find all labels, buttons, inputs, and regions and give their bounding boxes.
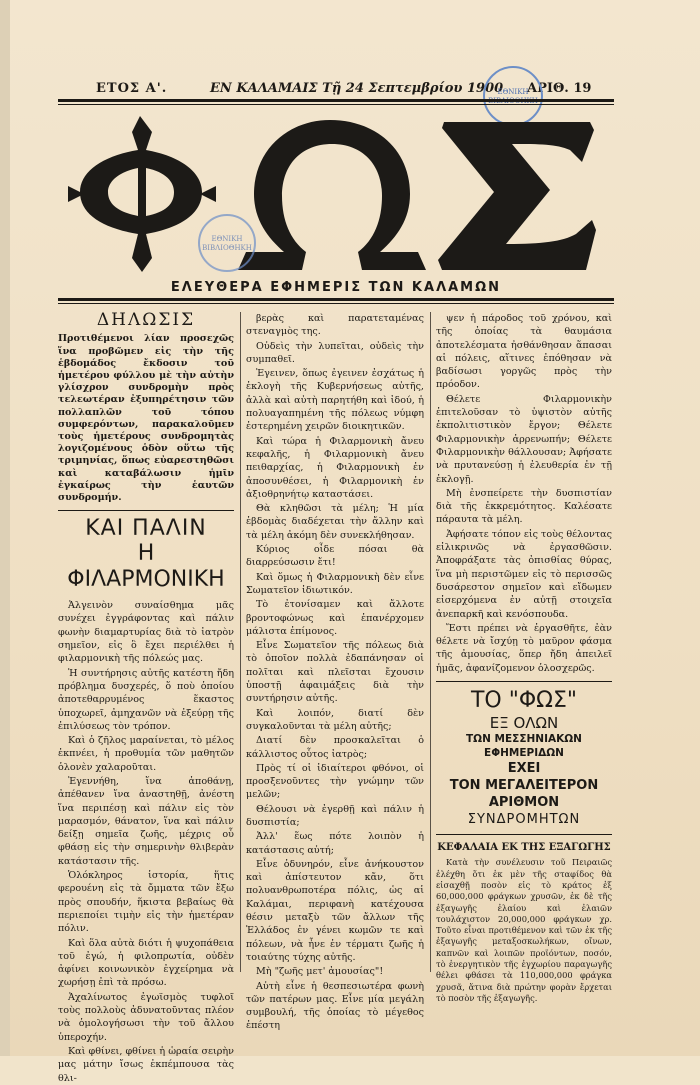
- column-1: [58, 310, 234, 1084]
- ad-line-3: ΤΩΝ ΜΕΣΣΗΝΙΑΚΩΝ ΕΦΗΜΕΡΙΔΩΝ: [466, 733, 582, 760]
- column-divider-2: [430, 312, 431, 972]
- paragraph: Ἀχαλίνωτος ἐγωϊσμὸς τυφλοῖ τοὺς πολλοὺς ἀδυνατοῦντας πλέον νὰ ὁμολογήσωσι τὴν τοῦ ἄλλου ὑπεροχήν.: [58, 991, 234, 1043]
- column-2: [246, 312, 424, 1032]
- notice-text: Προτιθέμενοι λίαν προσεχῶς ἵνα προβῶμεν εἰς τὴν τῆς ἑβδομάδος ἔκδοσιν τοῦ ἡμετέρου φύλλου μὲ τὴν αὐτὴν γλίσχρον συνδρομὴν πρὸς τελεωτέραν ἐξυπηρέτησιν τῶν πολλαπλῶν τοῦ τόπου συμφερόντων, παρακαλοῦμεν τοὺς ἡμετέρους συνδρομητὰς λογιζομένους ὁδὸν οὕτω τῆς τριμηνίας, ὅπως εὐαρεστηθῶσι καὶ καταβάλωσιν ἡμῖν ἐγκαίρως τὴν ἑαυτῶν συνδρομήν.: [58, 333, 234, 503]
- masthead-rule-top-thin: [58, 104, 614, 105]
- ad-line-6: ΣΥΝΔΡΟΜΗΤΩΝ: [467, 812, 581, 828]
- paragraph: Διατί δὲν προσκαλεῖται ὁ κάλλιστος οὗτος ἰατρὸς;: [246, 735, 424, 760]
- paragraph: Μὴ ἐνσπείρετε τὴν δυσπιστίαν διὰ τῆς ἐκκρεμότητος. Καλέσατε πάραυτα τὰ μέλη.: [436, 487, 612, 526]
- paragraph: Καὶ ὅμως ἡ Φιλαρμονικὴ δὲν εἶνε Σωματεῖον ἰδιωτικόν.: [246, 571, 424, 596]
- title-glyphs: [62, 110, 612, 275]
- ad-line-2: ΕΞ ΟΛΩΝ: [489, 714, 559, 733]
- paragraph: Αὐτὴ εἶνε ἡ θεσπεσιωτέρα φωνὴ τῶν πατέρων μας. Εἶνε μία μεγάλη συμβουλή, τῆς ὁποίας τὸ μέγεθος ἐπέστη: [246, 980, 424, 1032]
- masthead-rule-bottom: [58, 298, 614, 301]
- section-body: Κατὰ τὴν συνέλευσιν τοῦ Πειραιῶς ἐλέχθη ὅτι ἐκ μὲν τῆς σταφίδος θὰ εἰσαχθῇ ποσὸν εἰς τὸ κράτος ἐξ 60,000,000 φράγκων χρυσῶν, ἐκ δὲ τῆς ἐξαγωγῆς ἐλαίου καὶ ἐλαιῶν τουλάχιστον 20,000,000 φράγκων χρ. Τοῦτο εἶναι προτιθέμενον καὶ τῶν ἐκ τῆς ἐξαγωγῆς μεταξοσκωλήκων, οἴνων, καπνῶν καὶ λοιπῶν προϊόντων, ποσόν, τὸ ἐνεργητικὸν τῆς ἐγχωρίου παραγωγῆς θέλει φθάσει τὰ 110,000,000 φράγκα χρυσᾶ, ἅτινα διὰ πρώτην φορὰν ἔρχεται τὸ ποσὸν τῆς ἐξαγωγῆς.: [436, 857, 612, 1003]
- paragraph: Ἀλλ' ἕως πότε λοιπὸν ἡ κατάστασις αὐτή;: [246, 831, 424, 856]
- paragraph: Ἐγεινεν, ὅπως ἐγεινεν ἐσχάτως ἡ ἐκλογὴ τῆς Κυβερνήσεως αὐτῆς, ἀλλὰ καὶ αὐτὴ παρητήθη καὶ ἰδού, ἡ πολυαγαπημένη τῆς πόλεως νύμφη ἐστερημένη χειρῶν διοικητικῶν.: [246, 368, 424, 433]
- article-headline-1: ΚΑΙ ΠΑΛΙΝ: [85, 516, 207, 542]
- paragraph: Καὶ ὅλα αὐτὰ διότι ἡ ψυχοπάθεια τοῦ ἐγώ, ἡ φιλοπρωτία, οὐδὲν ἀφίνει κοινωνικὸν ἐγχείρημα νὰ χωρήσῃ ἐπὶ τὰ πρόσω.: [58, 937, 234, 989]
- library-stamp-top: ΕΘΝΙΚΗ: [483, 66, 543, 126]
- paragraph: Οὐδεὶς τὴν λυπεῖται, οὐδεὶς τὴν συμπαθεῖ.: [246, 340, 424, 365]
- date-label: ΕΝ ΚΑΛΑΜΑΙΣ Τῇ 24 Σεπτεμβρίου 1900: [210, 81, 504, 96]
- section-divider: [58, 510, 234, 511]
- section-heading: ΚΕΦΑΛΑΙΑ ΕΚ ΤΗΣ ΕΞΑΓΩΓΗΣ: [437, 842, 611, 854]
- ad-divider-top: [436, 681, 612, 682]
- paragraph: Τὸ ἐτονίσαμεν καὶ ἄλλοτε βροντοφώνως καὶ ἐπανέρχομεν μάλιστα ἐπίμονος.: [246, 599, 424, 637]
- paragraph: Καὶ λοιπόν, διατί δὲν συγκαλοῦνται τὰ μέλη αὐτῆς;: [246, 707, 424, 732]
- title-letter-sigma: [438, 122, 596, 270]
- column-divider-1: [240, 312, 241, 972]
- paragraph: Εἶνε Σωματεῖον τῆς πόλεως διὰ τὸ ὁποῖον πολλὰ ἐδαπάνησαν οἱ πολῖται καὶ πλεῖσται ἔχουσιν ὑποστῇ ἀφαιμάξεις διὰ τὴν συντήρησιν αὐτῆς.: [246, 640, 424, 705]
- article-body-2: [246, 312, 424, 1033]
- paragraph: Ὁλόκληρος ἱστορία, ἥτις φερουένη εἰς τὰ ὄμματα τῶν ἔξω πρὸς σπουδήν, ἥκιστα βεβαίως θὰ περιεποίει τιμὴν εἰς τὴν ἡμετέραν πόλιν.: [58, 870, 234, 935]
- paragraph: Ἀφήσατε τόπον εἰς τοὺς θέλοντας εἰλικρινῶς νὰ ἐργασθῶσιν. Ἀποφράξατε τὰς ὀπισθίας θύρας, ἵνα μὴ περιστῶμεν εἰς τὸ περισσῶς δυσάρεστον σημεῖον καὶ εἴδωμεν εἰσερχόμενα ἐν αὐτῇ στοιχεῖα ἀνεπαρκῆ καὶ κενόσπουδα.: [436, 528, 612, 620]
- paragraph: Θέλετε Φιλαρμονικὴν ἐπιτελοῦσαν τὸ ὑψιστὸν αὐτῆς ἐκπολιτιστικὸν ἔργον; Θέλετε Φιλαρμονικὴν ἀρρενωπήν; Θέλετε Φιλαρμονικὴν θάλλουσαν; Ἀφήσατε νὰ πρυτανεύσῃ ἡ ἐλευθερία ἐν τῇ ἐκλογῇ.: [436, 393, 612, 485]
- article-body-1: [58, 599, 234, 1085]
- paragraph: Ἔστι πρέπει νὰ ἐργασθῆτε, ἐὰν θέλετε νὰ ἴσχύῃ τὸ μαῦρον φάσμα τῆς ἀμουσίας, ὅπερ ἤδη ἀπειλεῖ ἡμᾶς, ἀφανίζομενον ὁλοσχερῶς.: [436, 622, 612, 674]
- newspaper-title: [62, 110, 612, 275]
- paragraph: βερὰς καὶ παρατεταμένας στεναγμὸς της.: [246, 313, 424, 338]
- paragraph: Ἡ συντήρησις αὐτῆς κατέστη ἤδη πρόβλημα δυσχερές, ὅ ποὺ ὁποίου ἀποτεθαρρυμένος ἕκαστος ὑποχωρεῖ, ἀμηχανῶν νὰ ἐξεύρῃ τῆς ἐπιλύσεως τὸν τρόπον.: [58, 667, 234, 732]
- article-headline-2: Η ΦΙΛΑΡΜΟΝΙΚΗ: [67, 541, 225, 593]
- article-body-3: [436, 312, 612, 675]
- page-edge: [0, 0, 10, 1056]
- title-letter-omega: [238, 120, 426, 270]
- column-3: [436, 312, 612, 1003]
- advertisement-box: [436, 688, 612, 828]
- paragraph: Ἀλγεινὸν συναίσθημα μᾶς συνέχει ἐγγράφοντας καὶ πάλιν φωνὴν διαμαρτυρίας διὰ τὸ ἰατρὸν σημεῖον, εἰς ὃ ἔχει περιέλθει ἡ φιλαρμονικὴ τῆς πόλεώς μας.: [58, 600, 234, 665]
- newspaper-subtitle: ΕΛΕΥΘΕΡΑ ΕΦΗΜΕΡΙΣ ΤΩΝ ΚΑΛΑΜΩΝ: [170, 280, 502, 295]
- paragraph: Καὶ ὁ ζῆλος μαραίνεται, τὸ μέλος ἐκπνέει, ἡ προθυμία τῶν μαθητῶν ὁλονὲν χαλαροῦται.: [58, 735, 234, 773]
- paragraph: Πρὸς τί οἱ ἰδιαίτεροι φθόνοι, οἱ προσξενοῦντες τὴν γνώμην τῶν μελῶν;: [246, 762, 424, 801]
- paragraph: Μὴ "ζωῆς μετ' ἀμουσίας"!: [256, 966, 384, 978]
- issue-number: ΑΡΙΘ. 19: [527, 81, 592, 96]
- paragraph: Καὶ φθίνει, φθίνει ἡ ὡραία σειρὴν μας μάτην ἴσως ἐκπέμπουσα τὰς θλι-: [58, 1045, 234, 1084]
- ad-line-1: ΤΟ "ΦΩΣ": [470, 688, 577, 714]
- ad-line-4: ΕΧΕΙ: [507, 761, 541, 777]
- paragraph: Ἐγεννήθη, ἵνα ἀποθάνῃ, ἀπέθανεν ἵνα ἀναστηθῇ, ἀνέστη ἵνα περιπέσῃ καὶ πάλιν εἰς τὸν μαρασμόν, θάνατον, ἵνα καὶ πάλιν δείξῃ σημεῖα ζωῆς, μέχρις οὗ φθάσῃ εἰς τὴν σημερινὴν θλιβερὰν κατάστασιν τῆς.: [58, 776, 234, 867]
- notice-title: ΔΗΛΩΣΙΣ: [96, 310, 196, 330]
- title-letter-phi: [80, 116, 202, 272]
- paragraph: Εἶνε ὀδυνηρόν, εἶνε ἀνήκουστον καὶ ἀπίστευτον κἄν, ὅτι πολυανθρωποτέρα πόλις, ὡς αἱ Καλάμαι, περιφανὴ κατέχουσα θέσιν μεταξὺ τῶν ἄλλων τῆς Ἑλλάδος ἐν γένει κωμῶν τε καὶ πόλεων, νὰ ἦνε ἐν τέρματι ζωῆς ἡ τοιαύτης τύχης αὐτῆς.: [246, 858, 424, 963]
- year-label: ΕΤΟΣ Α'.: [96, 81, 168, 96]
- paragraph: Θέλουσι νὰ ἐγερθῇ καὶ πάλιν ἡ δυσπιστία;: [246, 803, 424, 828]
- masthead-rule-top: [58, 99, 614, 102]
- ad-divider-bottom: [436, 834, 612, 835]
- library-stamp-middle: ΕΘΝΙΚΗ ΒΙΒΛΙΟΘΗΚΗ: [198, 214, 256, 272]
- paragraph: Κύριος οἶδε πόσαι θὰ διαρρεύσωσιν ἔτι!: [246, 544, 424, 569]
- paragraph: ψεν ἡ πάροδος τοῦ χρόνου, καὶ τῆς ὁποίας τὰ θαυμάσια ἀποτελέσματα ἠσθάνθησαν ἅπασαι αἱ πόλεις, αἵτινες ἐπόθησαν νὰ βαδίσωσι γοργῶς πρὸς τὴν πρόοδον.: [436, 313, 612, 391]
- ad-line-5: ΤΟΝ ΜΕΓΑΛΕΙΤΕΡΟΝ ΑΡΙΘΜΟΝ: [449, 778, 599, 811]
- paragraph: Καὶ τώρα ἡ Φιλαρμονικὴ ἄνευ κεφαλῆς, ἡ Φιλαρμονικὴ ἄνευ πειθαρχίας, ἡ Φιλαρμονικὴ ἐν ἀποσυνθέσει, ἡ Φιλαρμονικὴ ἐν ἀξιοθρηνήτῳ καταστάσει.: [246, 435, 424, 500]
- paragraph: Θὰ κληθῶσι τὰ μέλη; Ἡ μία ἑβδομὰς διαδέχεται τὴν ἄλλην καὶ τὰ μέλη ἀκόμη δὲν συνεκλήθησαν.: [246, 503, 424, 541]
- masthead-rule-bottom-thin: [58, 303, 614, 304]
